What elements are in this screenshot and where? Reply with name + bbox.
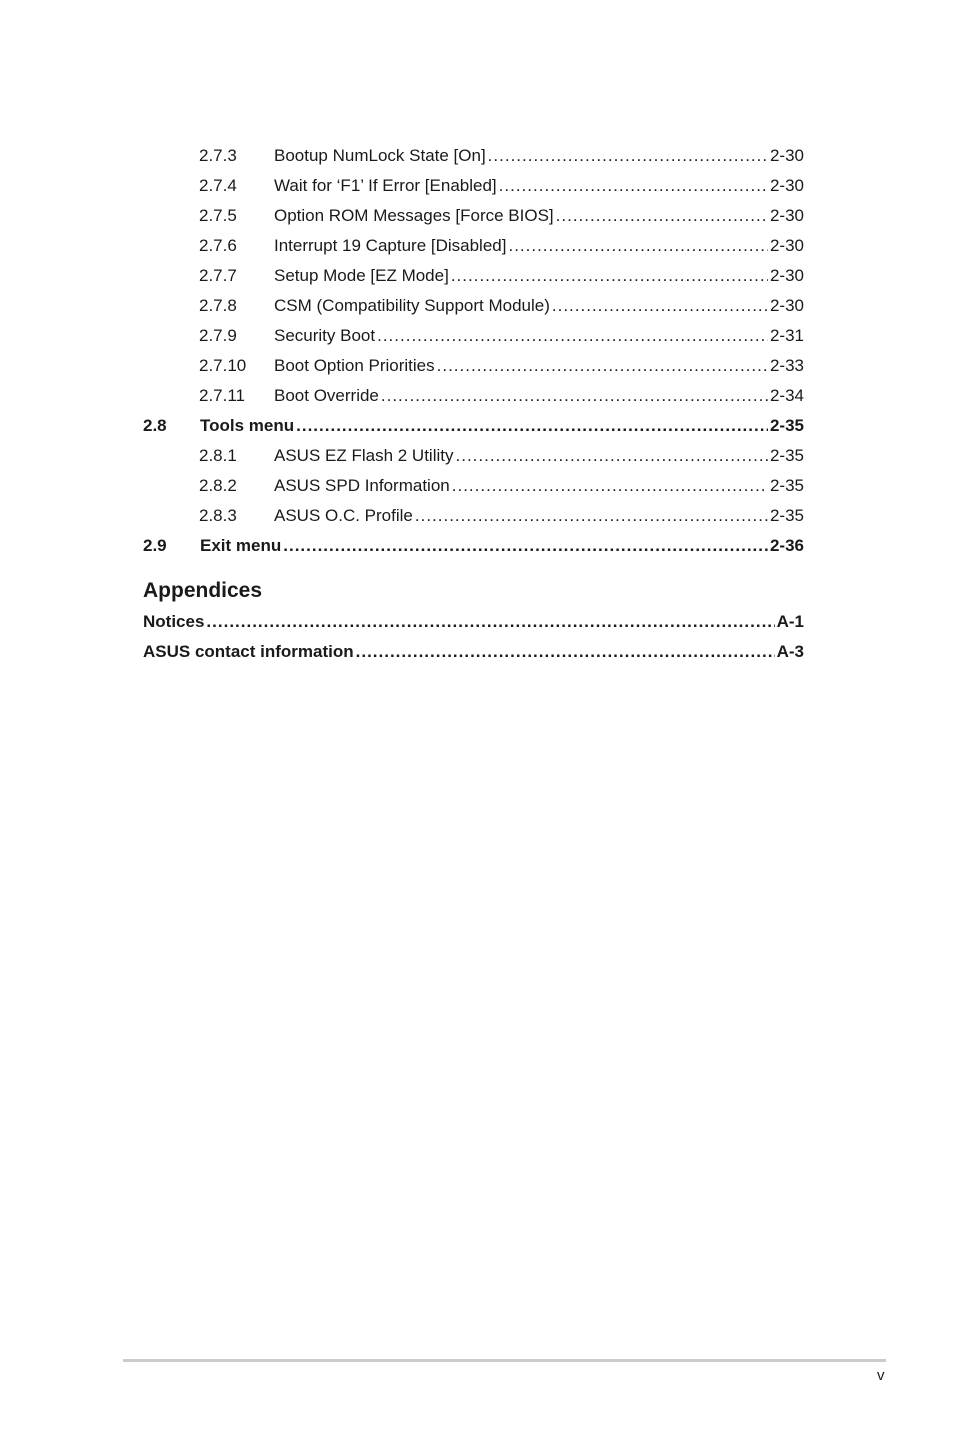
toc-entry-number: 2.7.11: [199, 386, 246, 405]
toc-entry-2-8-1[interactable]: [143, 445, 804, 467]
toc-entry-page: 2-36: [769, 536, 804, 555]
toc-entry-page: 2-35: [769, 416, 804, 435]
toc-entry-page: 2-30: [769, 236, 804, 255]
toc-entry-title: Boot Override: [274, 386, 379, 405]
dot-leader: [356, 641, 775, 663]
toc-entry-number: 2.8.2: [199, 476, 237, 495]
toc-entry-2-8-2[interactable]: [143, 475, 804, 497]
toc-entry-2-7-7[interactable]: [143, 265, 804, 287]
toc-entry-number: 2.7.9: [199, 326, 237, 345]
dot-leader: [377, 325, 768, 347]
toc-entry-page: 2-35: [769, 446, 804, 465]
toc-entry-2-7-9[interactable]: [143, 325, 804, 347]
toc-entry-title: Boot Option Priorities: [274, 356, 435, 375]
toc-entry-page: 2-30: [769, 206, 804, 225]
toc-entry-page: A-3: [776, 642, 804, 661]
dot-leader: [488, 145, 768, 167]
toc-entry-page: 2-30: [769, 266, 804, 285]
toc-entry-number: 2.8: [143, 416, 167, 435]
toc-entry-title: Setup Mode [EZ Mode]: [274, 266, 449, 285]
toc-entry-title: CSM (Compatibility Support Module): [274, 296, 550, 315]
toc-entry-2-7-8[interactable]: [143, 295, 804, 317]
toc-entry-page: 2-33: [769, 356, 804, 375]
toc-entry-page: 2-35: [769, 476, 804, 495]
toc-entry-page: 2-34: [769, 386, 804, 405]
toc-entry-title: Option ROM Messages [Force BIOS]: [274, 206, 554, 225]
dot-leader: [508, 235, 768, 257]
toc-entry-title: ASUS contact information: [143, 642, 354, 661]
toc-entry-2-7-4[interactable]: [143, 175, 804, 197]
toc-entry-number: 2.7.6: [199, 236, 237, 255]
dot-leader: [437, 355, 768, 377]
toc-entry-title: Notices: [143, 612, 205, 631]
dot-leader: [206, 611, 774, 633]
toc-entry-number: 2.8.3: [199, 506, 237, 525]
dot-leader: [456, 445, 768, 467]
toc-entry-page: A-1: [776, 612, 804, 631]
toc-entry-2-8-3[interactable]: [143, 505, 804, 527]
toc-entry-number: 2.8.1: [199, 446, 237, 465]
dot-leader: [415, 505, 768, 527]
toc-appendix-contact[interactable]: [143, 641, 804, 663]
toc-entry-page: 2-35: [769, 506, 804, 525]
dot-leader: [452, 475, 768, 497]
toc-entry-number: 2.9: [143, 536, 167, 555]
toc-entry-2-7-6[interactable]: [143, 235, 804, 257]
toc-entry-number: 2.7.3: [199, 146, 237, 165]
toc-entry-page: 2-30: [769, 176, 804, 195]
toc-entry-title: Bootup NumLock State [On]: [274, 146, 486, 165]
toc-entry-number: 2.7.5: [199, 206, 237, 225]
dot-leader: [381, 385, 768, 407]
footer-divider: [123, 1359, 886, 1362]
toc-entry-2-7-10[interactable]: [143, 355, 804, 377]
toc-entry-2-7-11[interactable]: [143, 385, 804, 407]
toc-entry-2-7-5[interactable]: [143, 205, 804, 227]
toc-entry-number: 2.7.8: [199, 296, 237, 315]
toc-entry-number: 2.7.4: [199, 176, 237, 195]
toc-entry-page: 2-30: [769, 146, 804, 165]
toc-entry-page: 2-30: [769, 296, 804, 315]
dot-leader: [499, 175, 768, 197]
toc-appendix-notices[interactable]: [143, 611, 804, 633]
toc-entry-title: Interrupt 19 Capture [Disabled]: [274, 236, 507, 255]
dot-leader: [296, 415, 768, 437]
page-number: v: [877, 1367, 885, 1384]
appendices-heading: Appendices: [143, 579, 263, 602]
dot-leader: [283, 535, 768, 557]
toc-entry-number: 2.7.7: [199, 266, 237, 285]
dot-leader: [556, 205, 768, 227]
dot-leader: [552, 295, 768, 317]
toc-entry-number: 2.7.10: [199, 356, 247, 375]
toc-entry-title: ASUS O.C. Profile: [274, 506, 413, 525]
toc-section-2-8[interactable]: [143, 415, 804, 437]
toc-entry-title: ASUS SPD Information: [274, 476, 450, 495]
toc-entry-title: Exit menu: [200, 536, 282, 555]
toc-entry-page: 2-31: [769, 326, 804, 345]
toc-entry-title: Tools menu: [200, 416, 295, 435]
toc-entry-title: Security Boot: [274, 326, 376, 345]
toc-section-2-9[interactable]: [143, 535, 804, 557]
toc-entry-2-7-3[interactable]: [143, 145, 804, 167]
toc-entry-title: Wait for ‘F1’ If Error [Enabled]: [274, 176, 497, 195]
toc-entry-title: ASUS EZ Flash 2 Utility: [274, 446, 454, 465]
dot-leader: [451, 265, 768, 287]
